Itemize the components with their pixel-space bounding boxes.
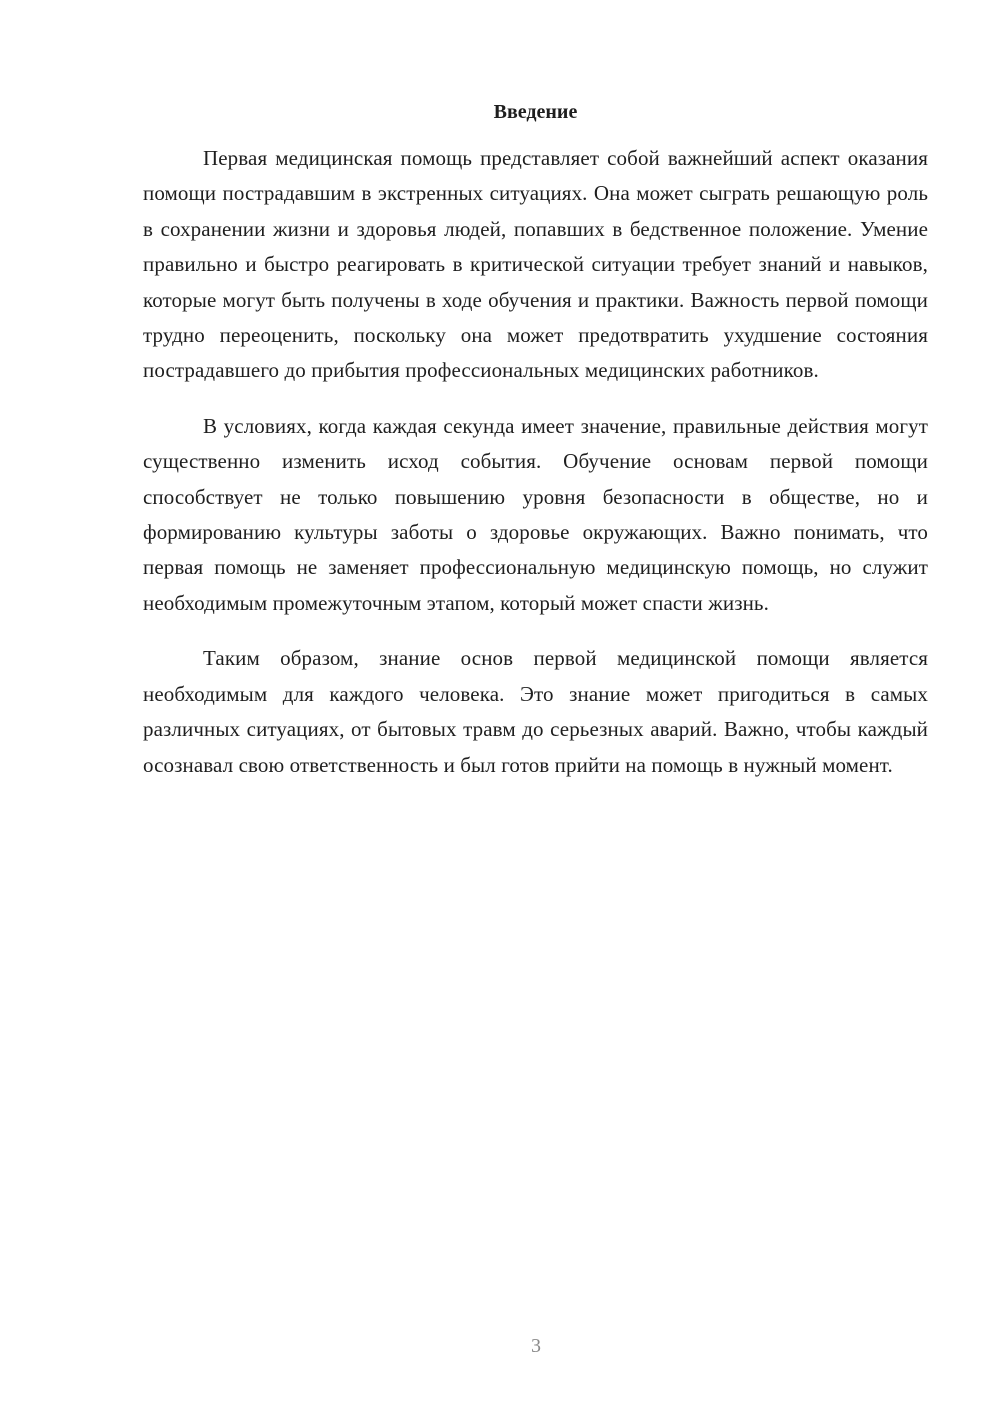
paragraph-3: Таким образом, знание основ первой медицинской помощи является необходимым для каждого человека. Это знание может пригодиться в самых различных ситуациях, от бытовых травм до серьезных аварий. Важно, чтобы каждый осознавал свою ответственность и был готов прийти на помощь в нужный момент. (143, 646, 928, 777)
section-heading: Введение (493, 101, 578, 123)
paragraph-2: В условиях, когда каждая секунда имеет значение, правильные действия могут существенно изменить исход события. Обучение основам первой помощи способствует не только повышению уровня безопасности в обществе, но и формированию культуры заботы о здоровье окружающих. Важно понимать, что первая помощь не заменяет профессиональную медицинскую помощь, но служит необходимым промежуточным этапом, который может спасти жизнь. (143, 413, 928, 615)
page-number: 3 (531, 1335, 541, 1357)
page-body (143, 96, 928, 783)
paragraph-1: Первая медицинская помощь представляет собой важнейший аспект оказания помощи пострадавшим в экстренных ситуациях. Она может сыграть решающую роль в сохранении жизни и здоровья людей, попавших в бедственное положение. Умение правильно и быстро реагировать в критической ситуации требует знаний и навыков, которые могут быть получены в ходе обучения и практики. Важность первой помощи трудно переоценить, поскольку она может предотвратить ухудшение состояния пострадавшего до прибытия профессиональных медицинских работников. (143, 146, 928, 383)
